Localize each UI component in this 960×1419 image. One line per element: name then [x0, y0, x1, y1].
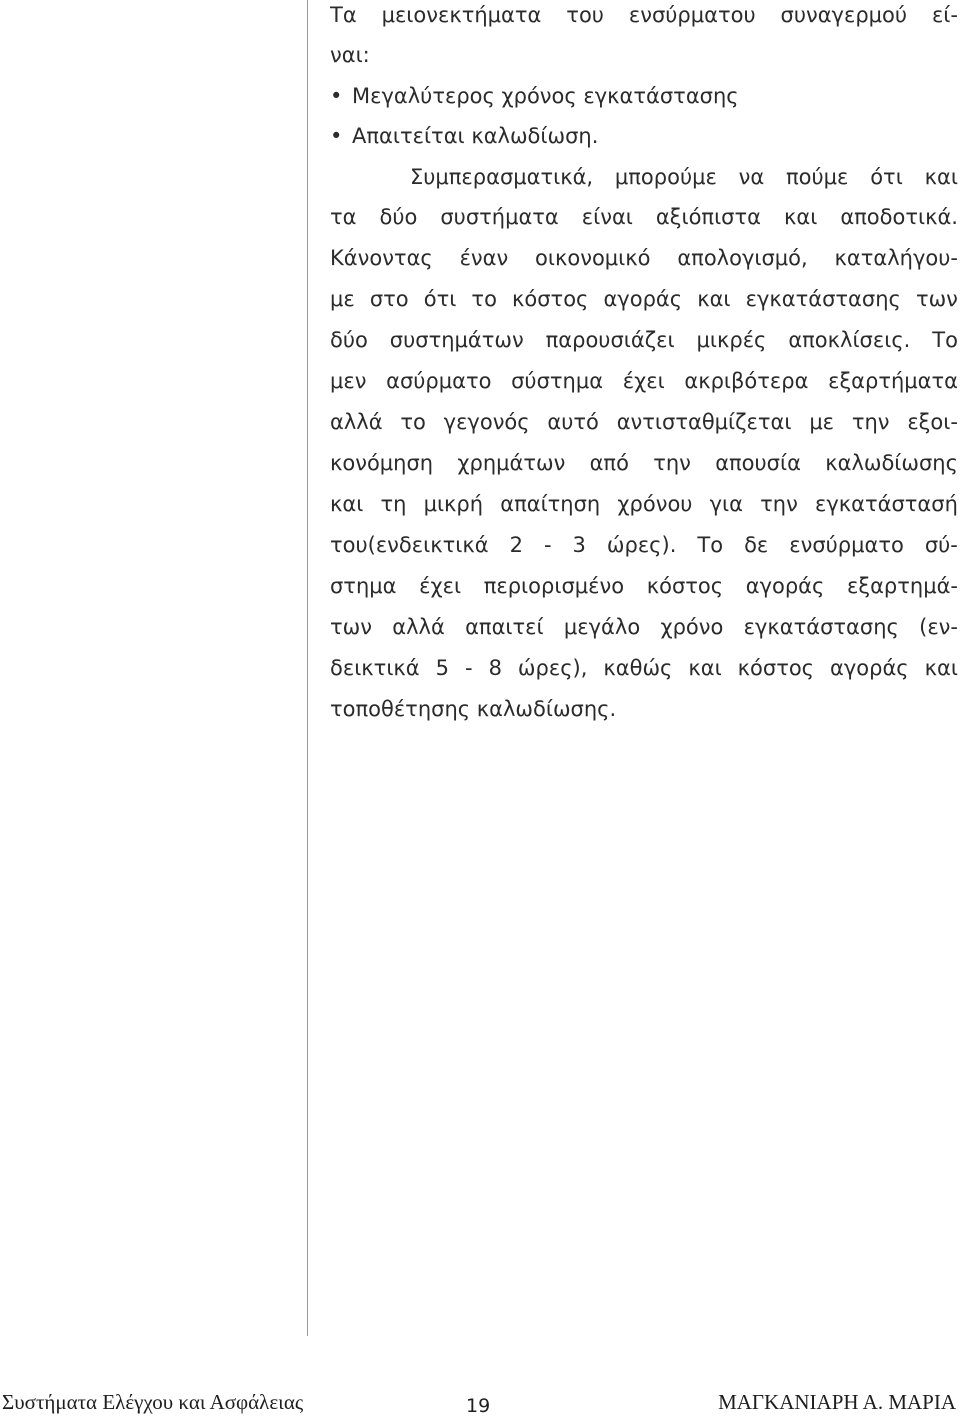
word: εγκατάστασης — [743, 615, 899, 639]
word: των — [330, 615, 372, 639]
word: 3 — [572, 533, 586, 557]
list-item-text: Μεγαλύτερος χρόνος εγκατάστασης — [352, 84, 739, 108]
word: αγοράς — [745, 574, 825, 598]
bullet-icon: • — [330, 84, 343, 108]
word: απουσία — [715, 451, 801, 475]
word: συναγερμού — [780, 3, 908, 27]
word: ενσύρματου — [628, 3, 756, 27]
margin-rule — [307, 0, 308, 1336]
word: την — [760, 492, 798, 516]
word: την — [851, 410, 890, 434]
paragraph-line — [330, 284, 958, 314]
word: μειονεκτήματα — [381, 3, 542, 27]
paragraph-line — [330, 325, 958, 355]
word: Το — [697, 533, 724, 557]
word: ώρες). — [606, 533, 677, 557]
paragraph-line — [330, 407, 958, 437]
word: γεγονός — [443, 410, 530, 434]
word: του — [566, 3, 604, 27]
word: 2 — [509, 533, 523, 557]
word: είναι — [581, 205, 633, 229]
word: οικονομικό — [535, 246, 651, 270]
intro-line-2: ναι: — [330, 43, 370, 67]
word: αγοράς — [830, 656, 909, 680]
word: και — [688, 656, 722, 680]
word: σύ- — [924, 533, 958, 557]
word: την — [653, 451, 691, 475]
footer-author: ΜΑΓΚΑΝΙΑΡΗ Α. ΜΑΡΙΑ — [718, 1390, 956, 1414]
word: έναν — [459, 246, 509, 270]
list-item — [330, 121, 598, 151]
list-item-text: Απαιτείται καλωδίωση. — [352, 124, 599, 148]
bullet-icon: • — [330, 124, 343, 148]
word: του(ενδεικτικά — [330, 533, 489, 557]
word: κονόμηση — [330, 451, 434, 475]
paragraph-line: τοποθέτησης καλωδίωσης. — [330, 697, 617, 721]
word: αποκλίσεις. — [788, 328, 911, 352]
word: 8 — [488, 656, 502, 680]
word: και — [924, 656, 958, 680]
paragraph-line — [330, 202, 958, 232]
word: αποδοτικά. — [840, 205, 958, 229]
word: στο — [369, 287, 409, 311]
word: το — [471, 287, 497, 311]
word: ότι — [423, 287, 457, 311]
word: δύο — [330, 328, 368, 352]
word: εγκατάστασή — [815, 492, 958, 516]
word: εγκατάστασης — [745, 287, 901, 311]
paragraph-line — [330, 489, 958, 519]
word: χρόνο — [660, 615, 724, 639]
paragraph-line — [330, 612, 958, 642]
footer-page-number: 19 — [466, 1395, 491, 1417]
word: το — [400, 410, 426, 434]
word: Κάνοντας — [330, 246, 433, 270]
word: έχει — [622, 369, 665, 393]
word: καλωδίωσης — [825, 451, 958, 475]
word: εί- — [931, 3, 958, 27]
word: - — [465, 656, 473, 680]
word: των — [915, 287, 958, 311]
word: κόστος — [646, 574, 724, 598]
word: ενσύρματο — [789, 533, 904, 557]
word: απαίτηση — [500, 492, 601, 516]
word: (εν- — [919, 615, 958, 639]
word: και — [924, 165, 958, 189]
word: τη — [380, 492, 407, 516]
word: μεν — [330, 369, 367, 393]
word: με — [330, 287, 355, 311]
word: Συμπερασματικά, — [410, 165, 594, 189]
paragraph-line — [410, 162, 958, 192]
word: εξαρτημά- — [847, 574, 958, 598]
word: στημα — [330, 574, 397, 598]
word: τα — [330, 205, 357, 229]
word: εξοι- — [907, 410, 958, 434]
word: και — [697, 287, 731, 311]
word: δύο — [379, 205, 418, 229]
word: απολογισμό, — [677, 246, 808, 270]
word: συστημάτων — [389, 328, 524, 352]
word: ασύρματο — [386, 369, 492, 393]
word: ώρες), — [517, 656, 588, 680]
paragraph-line — [330, 571, 958, 601]
word: σύστημα — [511, 369, 604, 393]
word: μικρές — [696, 328, 767, 352]
word: καταλήγου- — [834, 246, 958, 270]
paragraph-line — [330, 653, 958, 683]
list-item — [330, 81, 739, 111]
word: αλλά — [330, 410, 383, 434]
word: για — [709, 492, 743, 516]
word: Τα — [330, 3, 357, 27]
word: χρημάτων — [457, 451, 566, 475]
word: και — [783, 205, 818, 229]
word: καθώς — [603, 656, 673, 680]
footer-book-title: Συστήματα Ελέγχου και Ασφάλειας — [2, 1390, 304, 1414]
word: εξαρτήματα — [828, 369, 958, 393]
intro-line-1 — [330, 0, 958, 30]
word: και — [330, 492, 364, 516]
word: 5 — [435, 656, 450, 680]
word: περιορισμένο — [483, 574, 625, 598]
word: δεικτικά — [330, 656, 420, 680]
word: να — [738, 165, 765, 189]
word: από — [589, 451, 629, 475]
word: αυτό — [547, 410, 599, 434]
word: χρόνου — [617, 492, 693, 516]
word: κόστος — [512, 287, 589, 311]
word: παρουσιάζει — [545, 328, 675, 352]
word: κόστος — [737, 656, 815, 680]
word: μεγάλο — [563, 615, 641, 639]
paragraph-line — [330, 366, 958, 396]
word: έχει — [419, 574, 462, 598]
word: αντισταθμίζεται — [616, 410, 792, 434]
word: μικρή — [423, 492, 484, 516]
word: πούμε — [786, 165, 849, 189]
word: αξιόπιστα — [655, 205, 761, 229]
word: αγοράς — [603, 287, 683, 311]
word: ακριβότερα — [684, 369, 809, 393]
paragraph-line — [330, 448, 958, 478]
paragraph-line — [330, 530, 958, 560]
word: δε — [744, 533, 769, 557]
word: απαιτεί — [465, 615, 544, 639]
word: με — [809, 410, 835, 434]
word: μπορούμε — [614, 165, 717, 189]
word: ότι — [870, 165, 903, 189]
word: Το — [932, 328, 958, 352]
word: συστήματα — [440, 205, 559, 229]
paragraph-line — [330, 243, 958, 273]
word: αλλά — [392, 615, 445, 639]
word: - — [543, 533, 552, 557]
